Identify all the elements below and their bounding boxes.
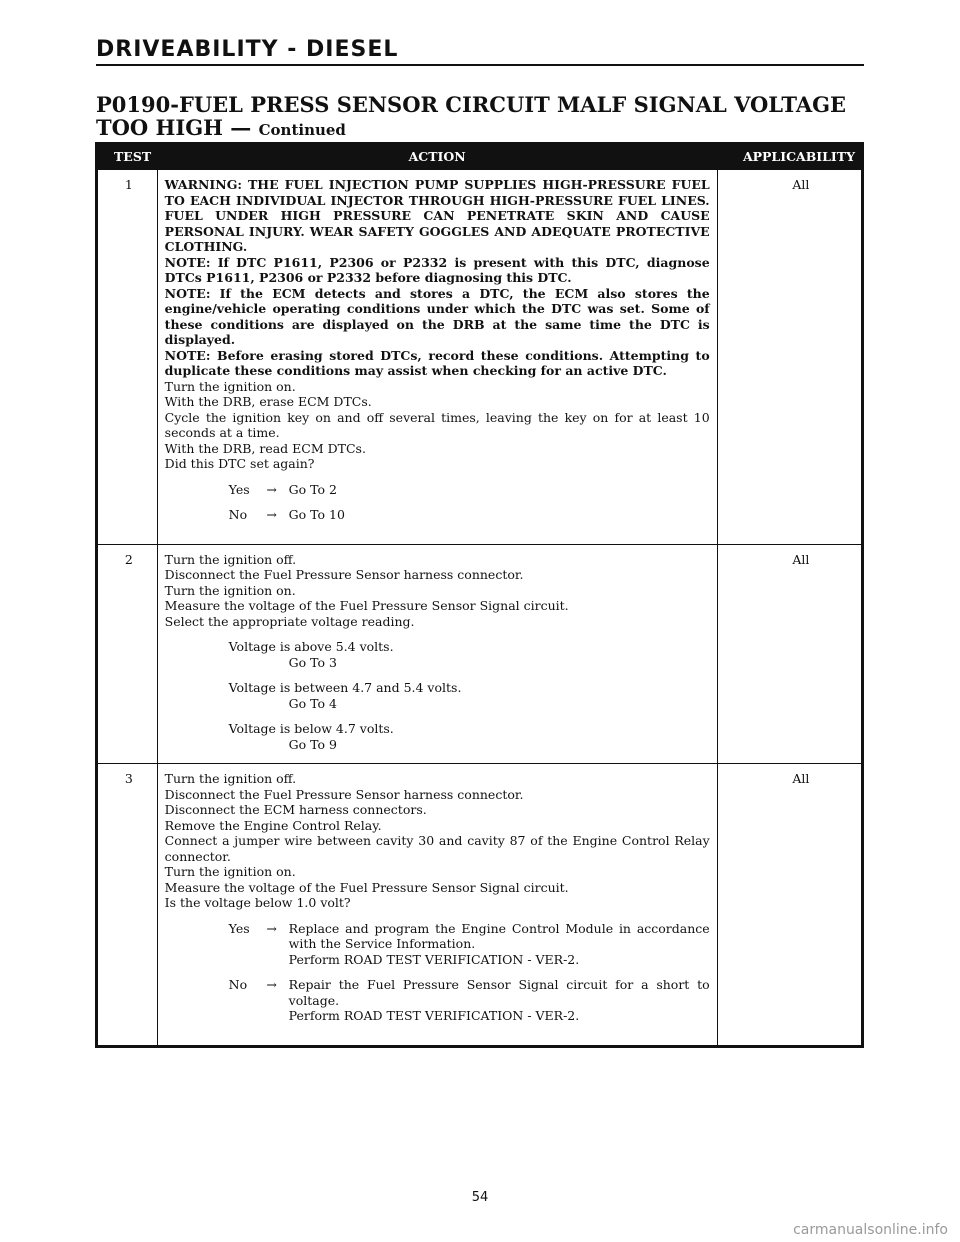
outcome-list	[165, 921, 710, 1024]
step-question: Did this DTC set again?	[164, 456, 315, 471]
action-cell	[157, 764, 717, 1047]
outcome-label: No	[228, 977, 248, 992]
voltage-reading	[229, 639, 710, 670]
step-text: Disconnect the ECM harness connectors.	[164, 802, 427, 817]
outcome-action: Repair the Fuel Pressure Sensor Signal circuit for a short to voltage.	[288, 977, 710, 1008]
voltage-reading	[229, 680, 710, 711]
outcome-action: Replace and program the Engine Control Module in accordance with the Service Information.	[288, 920, 710, 951]
reading-label: Voltage is above 5.4 volts.	[228, 639, 394, 654]
step-text: Turn the ignition on.	[164, 864, 296, 879]
applicability-cell: All	[717, 170, 862, 545]
step-text: With the DRB, read ECM DTCs.	[164, 440, 366, 456]
section-header	[96, 38, 864, 66]
test-number: 3	[97, 764, 158, 1047]
watermark: carmanualsonline.info	[793, 1222, 948, 1238]
outcome-no	[229, 507, 710, 523]
step-text: Cycle the ignition key on and off several times, leaving the key on for at least 10 seconds at a time.	[164, 409, 710, 440]
diagnostic-table	[95, 142, 864, 1048]
step-text: Connect a jumper wire between cavity 30 and cavity 87 of the Engine Control Relay connector.	[164, 833, 710, 864]
table-row	[97, 544, 863, 764]
applicability-cell: All	[717, 544, 862, 764]
table-row	[97, 764, 863, 1047]
step-text: Turn the ignition on.	[164, 582, 296, 598]
step-text: Disconnect the Fuel Pressure Sensor harness connector.	[164, 786, 524, 802]
outcome-no	[229, 977, 710, 1024]
step-text: Remove the Engine Control Relay.	[164, 817, 382, 833]
step-text: Turn the ignition on.	[164, 378, 296, 394]
reading-goto: Go To 3	[288, 654, 337, 670]
note-text: NOTE: If the ECM detects and stores a DTC, the ECM also stores the engine/vehicle operating conditions under which the DTC was set. Some of these conditions are displayed on the DRB at the same time the DTC is displayed.	[164, 285, 710, 347]
section-title: DRIVEABILITY - DIESEL	[96, 37, 399, 62]
outcome-label: Yes	[228, 920, 250, 936]
arrow-right-icon: →	[266, 481, 277, 497]
page-title-main: P0190-FUEL PRESS SENSOR CIRCUIT MALF SIGNAL VOLTAGE TOO HIGH —	[96, 92, 847, 140]
note-text: NOTE: Before erasing stored DTCs, record these conditions. Attempting to duplicate these conditions may assist when checking for an active DTC.	[164, 347, 710, 378]
step-text: With the DRB, erase ECM DTCs.	[164, 394, 372, 409]
header-action: ACTION	[157, 144, 717, 170]
outcome-text: Go To 10	[288, 507, 345, 522]
reading-goto: Go To 4	[288, 695, 337, 711]
outcome-label: Yes	[228, 481, 250, 497]
action-cell	[157, 170, 717, 545]
page-number: 54	[471, 1190, 489, 1205]
header-applicability: APPLICABILITY	[717, 144, 862, 170]
voltage-reading	[229, 721, 710, 752]
outcome-text	[289, 977, 710, 1024]
warning-text: WARNING: THE FUEL INJECTION PUMP SUPPLIES HIGH-PRESSURE FUEL TO EACH INDIVIDUAL INJECTOR THROUGH HIGH-PRESSURE FUEL LINES. FUEL UNDER HIGH PRESSURE CAN PENETRATE SKIN AND CAUSE PERSONAL INJURY. WEAR SAFETY GOGGLES AND ADEQUATE PROTECTIVE CLOTHING.	[164, 177, 710, 254]
reading-label: Voltage is below 4.7 volts.	[228, 721, 394, 736]
test-number: 2	[97, 544, 158, 764]
table-row	[97, 170, 863, 545]
step-question: Is the voltage below 1.0 volt?	[164, 895, 351, 910]
outcome-yes	[229, 921, 710, 968]
outcome-verification: Perform ROAD TEST VERIFICATION - VER-2.	[288, 951, 580, 967]
step-text: Turn the ignition off.	[164, 771, 297, 786]
reading-goto: Go To 9	[288, 736, 337, 752]
step-text: Turn the ignition off.	[164, 551, 297, 567]
table-header-row	[97, 144, 863, 170]
arrow-right-icon: →	[266, 977, 277, 992]
test-number: 1	[97, 170, 158, 545]
outcome-yes	[229, 482, 710, 498]
header-test: TEST	[97, 144, 158, 170]
outcome-verification: Perform ROAD TEST VERIFICATION - VER-2.	[288, 1008, 580, 1023]
outcome-label: No	[228, 507, 248, 522]
arrow-right-icon: →	[266, 920, 277, 936]
arrow-right-icon: →	[266, 507, 277, 522]
page-title	[96, 93, 864, 142]
outcome-text: Go To 2	[288, 481, 337, 497]
step-text: Select the appropriate voltage reading.	[164, 613, 415, 629]
step-text: Measure the voltage of the Fuel Pressure Sensor Signal circuit.	[164, 879, 569, 895]
page-title-continued: Continued	[258, 121, 346, 139]
section-rule	[96, 64, 864, 66]
outcome-list	[165, 482, 710, 523]
step-text: Measure the voltage of the Fuel Pressure Sensor Signal circuit.	[164, 598, 569, 613]
reading-label: Voltage is between 4.7 and 5.4 volts.	[228, 680, 462, 695]
note-text: NOTE: If DTC P1611, P2306 or P2332 is present with this DTC, diagnose DTCs P1611, P2306 or P2332 before diagnosing this DTC.	[164, 254, 710, 285]
outcome-text	[289, 921, 710, 968]
step-text: Disconnect the Fuel Pressure Sensor harness connector.	[164, 567, 524, 582]
action-cell	[157, 544, 717, 764]
applicability-cell: All	[717, 764, 862, 1047]
